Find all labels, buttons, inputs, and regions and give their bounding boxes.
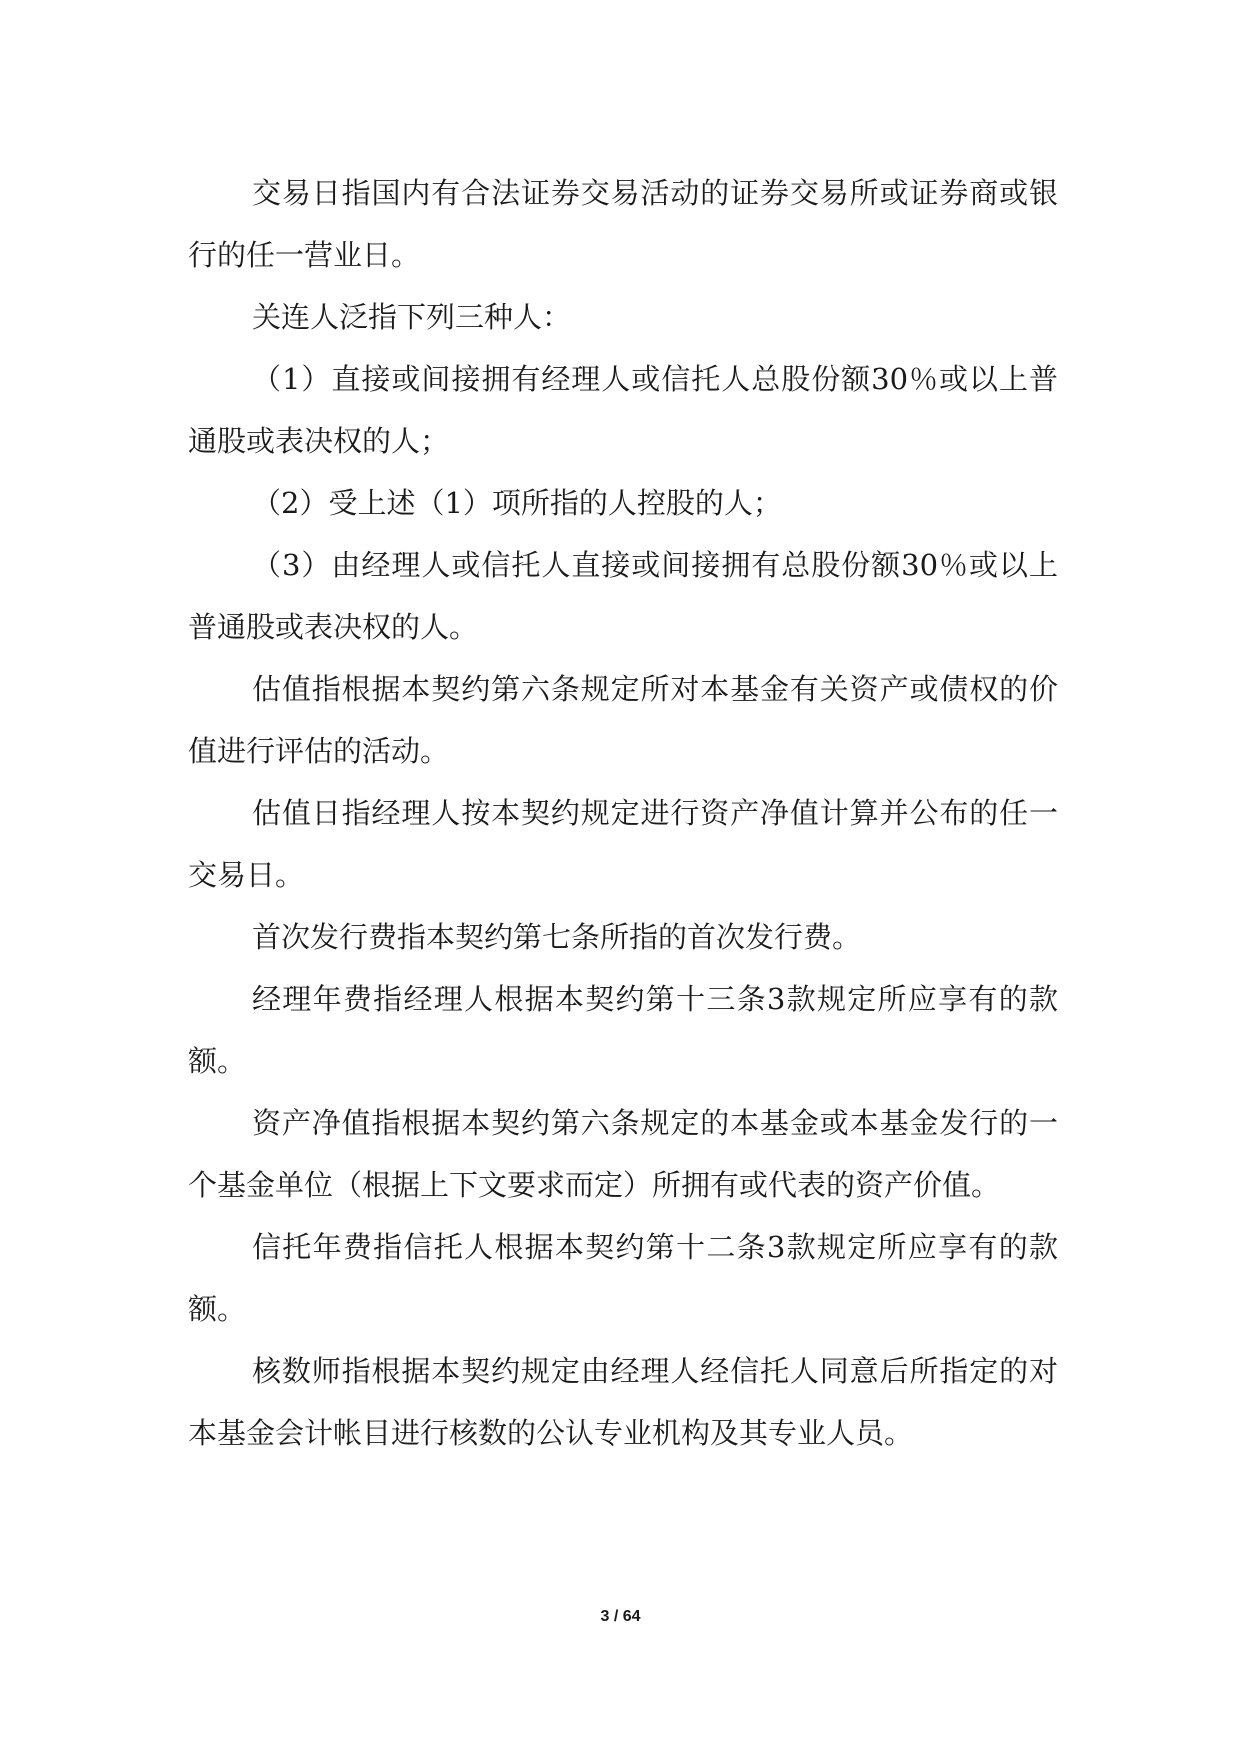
page-number: 3 / 64	[600, 1608, 641, 1625]
paragraph-valuation-day: 估值日指经理人按本契约规定进行资产净值计算并公布的任一交易日。	[188, 796, 1058, 892]
document-body	[188, 162, 1058, 1464]
paragraph-initial-issue-fee: 首次发行费指本契约第七条所指的首次发行费。	[252, 920, 862, 954]
paragraph-related-party: 关连人泛指下列三种人：	[252, 300, 572, 334]
paragraph-related-party-2: （2）受上述（1）项所指的人控股的人；	[252, 486, 782, 520]
paragraph-related-party-1: （1）直接或间接拥有经理人或信托人总股份额30％或以上普通股或表决权的人；	[188, 362, 1058, 458]
paragraph-trustee-annual-fee: 信托年费指信托人根据本契约第十二条3款规定所应享有的款额。	[188, 1230, 1058, 1326]
paragraph-auditor: 核数师指根据本契约规定由经理人经信托人同意后所指定的对本基金会计帐目进行核数的公认专业机构及其专业人员。	[188, 1354, 1058, 1450]
paragraph-valuation: 估值指根据本契约第六条规定所对本基金有关资产或债权的价值进行评估的活动。	[188, 672, 1058, 768]
paragraph-net-asset-value: 资产净值指根据本契约第六条规定的本基金或本基金发行的一个基金单位（根据上下文要求而定）所拥有或代表的资产价值。	[188, 1106, 1058, 1202]
paragraph-manager-annual-fee: 经理年费指经理人根据本契约第十三条3款规定所应享有的款额。	[188, 982, 1058, 1078]
paragraph-related-party-3: （3）由经理人或信托人直接或间接拥有总股份额30％或以上普通股或表决权的人。	[188, 548, 1058, 644]
paragraph-trading-day: 交易日指国内有合法证券交易活动的证券交易所或证券商或银行的任一营业日。	[188, 176, 1058, 272]
